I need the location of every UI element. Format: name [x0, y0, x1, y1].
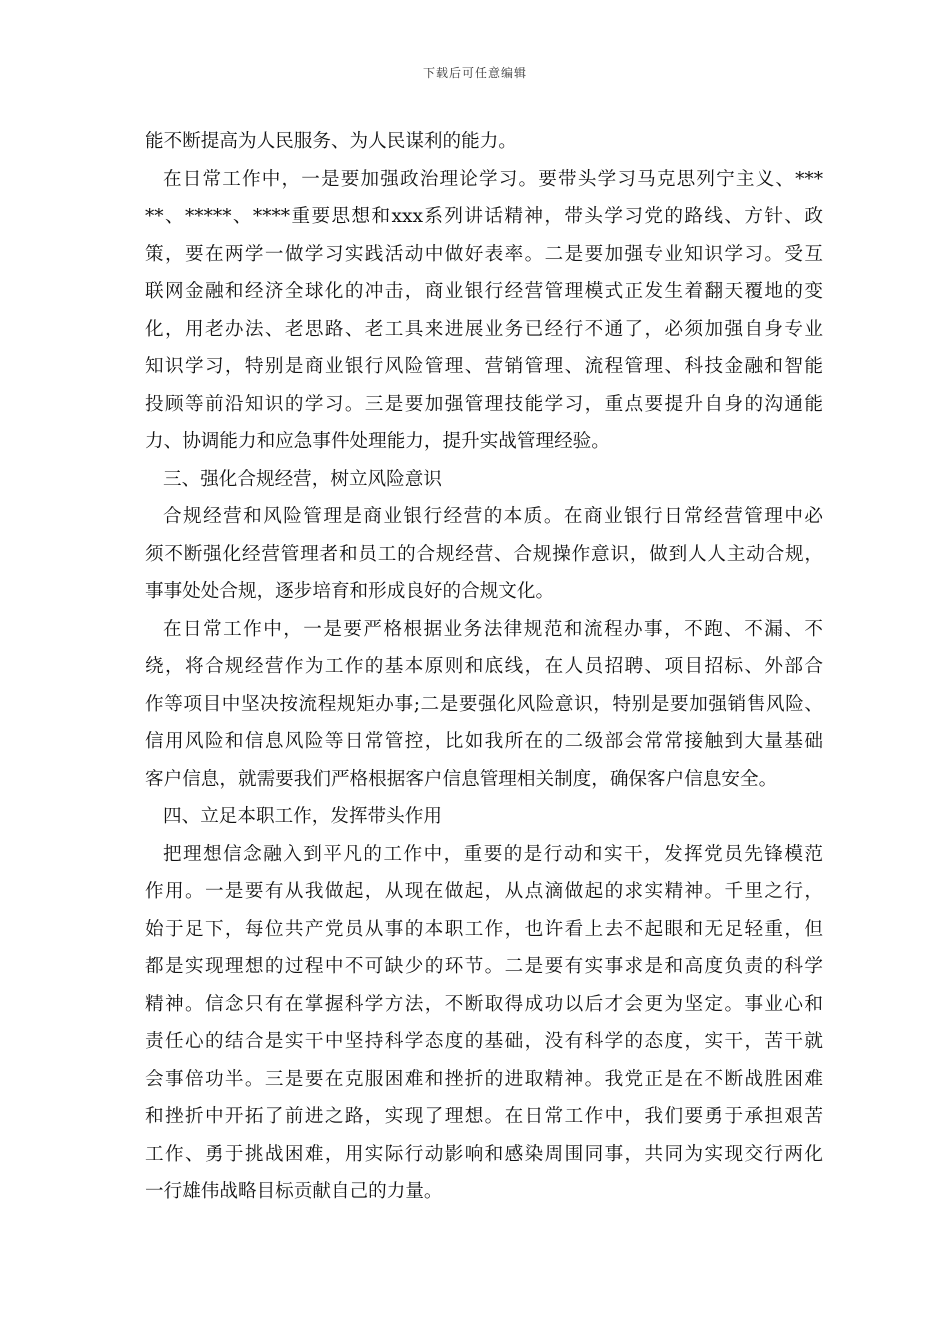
text-line: 在日常工作中，一是要加强政治理论学习。要带头学习马克思列宁主义、*** [163, 168, 823, 190]
page-header: 下载后可任意编辑 [422, 66, 527, 80]
document-body [145, 123, 823, 1211]
text-line: 绕，将合规经营作为工作的基本原则和底线，在人员招聘、项目招标、外部合 [145, 656, 823, 677]
text-line: 联网金融和经济全球化的冲击，商业银行经营管理模式正发生着翻天覆地的变 [145, 281, 823, 302]
text-line: 三、强化合规经营，树立风险意识 [163, 468, 442, 490]
text-line: 合规经营和风险管理是商业银行经营的本质。在商业银行日常经营管理中必 [163, 506, 823, 527]
text-line: 四、立足本职工作，发挥带头作用 [163, 806, 442, 827]
text-line: **、*****、****重要思想和xxx系列讲话精神，带头学习党的路线、方针、政 [145, 206, 823, 227]
text-line: 须不断强化经营管理者和员工的合规经营、合规操作意识，做到人人主动合规， [145, 543, 823, 565]
text-line: 信用风险和信息风险等日常管控，比如我所在的二级部会常常接触到大量基础 [145, 731, 823, 752]
text-line: 能不断提高为人民服务、为人民谋利的能力。 [145, 131, 517, 152]
text-line: 都是实现理想的过程中不可缺少的环节。二是要有实事求是和高度负责的科学 [145, 956, 823, 977]
text-line: 和挫折中开拓了前进之路，实现了理想。在日常工作中，我们要勇于承担艰苦 [145, 1106, 823, 1127]
text-line: 作等项目中坚决按流程规矩办事;二是要强化风险意识，特别是要加强销售风险、 [145, 693, 823, 715]
text-line: 始于足下，每位共产党员从事的本职工作，也许看上去不起眼和无足轻重，但 [145, 918, 823, 940]
text-line: 力、协调能力和应急事件处理能力，提升实战管理经验。 [145, 431, 610, 452]
text-line: 把理想信念融入到平凡的工作中，重要的是行动和实干，发挥党员先锋模范 [163, 843, 823, 865]
text-line: 工作、勇于挑战困难，用实际行动影响和感染周围同事，共同为实现交行两化 [145, 1143, 823, 1165]
text-line: 投顾等前沿知识的学习。三是要加强管理技能学习，重点要提升自身的沟通能 [145, 393, 823, 415]
text-line: 责任心的结合是实干中坚持科学态度的基础，没有科学的态度，实干，苦干就 [145, 1031, 823, 1052]
text-line: 作用。一是要有从我做起，从现在做起，从点滴做起的求实精神。千里之行， [145, 881, 823, 902]
text-line: 策，要在两学一做学习实践活动中做好表率。二是要加强专业知识学习。受互 [145, 243, 823, 265]
text-line: 会事倍功半。三是要在克服困难和挫折的进取精神。我党正是在不断战胜困难 [145, 1068, 823, 1090]
text-line: 客户信息，就需要我们严格根据客户信息管理相关制度，确保客户信息安全。 [145, 768, 778, 790]
text-line: 精神。信念只有在掌握科学方法，不断取得成功以后才会更为坚定。事业心和 [145, 993, 823, 1015]
text-line: 事事处处合规，逐步培育和形成良好的合规文化。 [145, 581, 555, 602]
text-line: 化，用老办法、老思路、老工具来进展业务已经行不通了，必须加强自身专业 [145, 318, 823, 340]
text-line: 在日常工作中，一是要严格根据业务法律规范和流程办事，不跑、不漏、不 [163, 618, 823, 640]
text-line: 一行雄伟战略目标贡献自己的力量。 [145, 1181, 443, 1202]
text-line: 知识学习，特别是商业银行风险管理、营销管理、流程管理、科技金融和智能 [145, 356, 823, 377]
